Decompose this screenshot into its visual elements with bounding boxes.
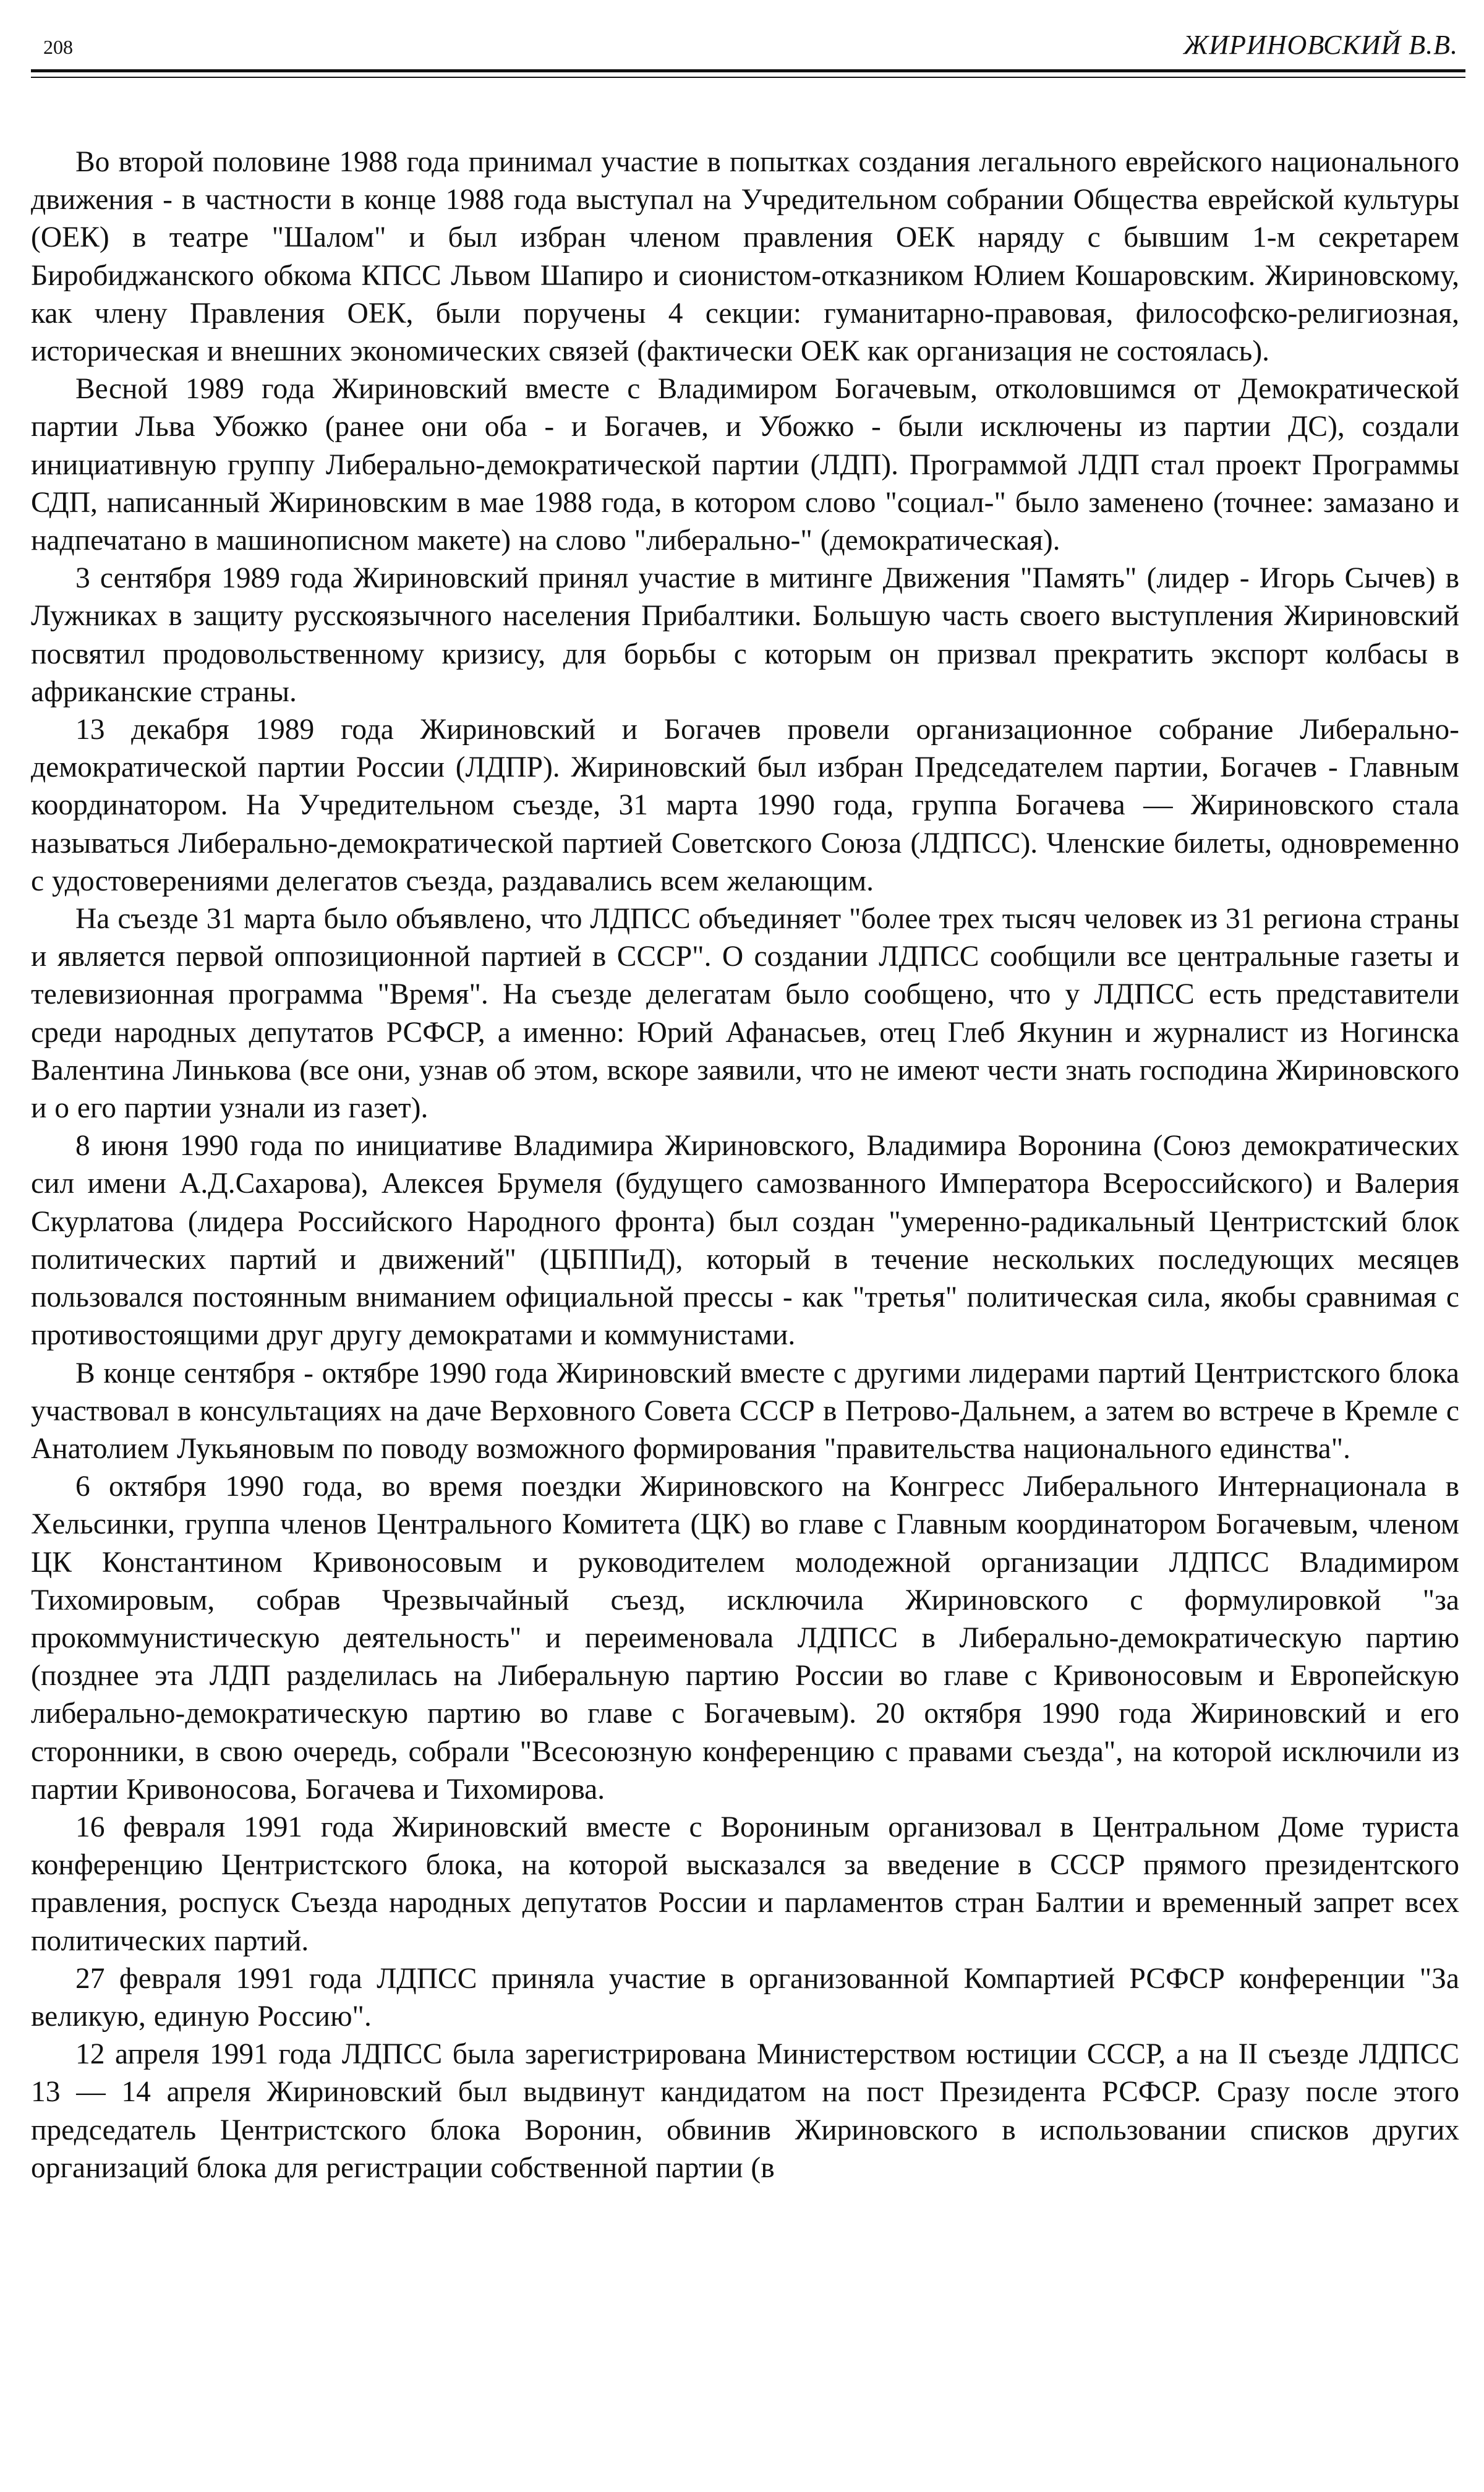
body-text [31, 143, 1459, 2187]
page-number: 208 [43, 36, 73, 58]
paragraph: 6 октября 1990 года, во время поездки Жириновского на Конгресс Либерального Интернационала в Хельсинки, группа членов Центрального Комитета (ЦК) во главе с Главным координатором Богачевым, членом ЦК Константином Кривоносовым и руководителем молодежной организации ЛДПСС Владимиром Тихомировым, собрав Чрезвычайный съезд, исключила Жириновского с формулировкой "за прокоммунистическую деятельность" и переименовала ЛДПСС в Либерально-демократическую партию (позднее эта ЛДП разделилась на Либеральную партию России во главе с Кривоносовым и Европейскую либерально-демократическую партию во главе с Богачевым). 20 октября 1990 года Жириновский и его сторонники, в свою очередь, собрали "Всесоюзную конференцию с правами съезда", на которой исключили из партии Кривоносова, Богачева и Тихомирова. [31, 1470, 1459, 1806]
paragraph: 16 февраля 1991 года Жириновский вместе с Ворониным организовал в Центральном Доме туриста конференцию Центристского блока, на которой высказался за введение в СССР прямого президентского правления, роспуск Съезда народных депутатов России и парламентов стран Балтии и временный запрет всех политических партий. [31, 1811, 1459, 1957]
page-header [31, 27, 1465, 64]
paragraph: Весной 1989 года Жириновский вместе с Владимиром Богачевым, отколовшимся от Демократической партии Льва Убожко (ранее они оба - и Богачев, и Убожко - были исключены из партии ДС), создали инициативную группу Либерально-демократической партии (ЛДП). Программой ЛДП стал проект Программы СДП, написанный Жириновским в мае 1988 года, в котором слово "социал-" было заменено (точнее: замазано и надпечатано в машинописном макете) на слово "либерально-" (демократическая). [31, 373, 1459, 557]
header-rule-thin [31, 77, 1465, 78]
paragraph: 27 февраля 1991 года ЛДПСС приняла участие в организованной Компартией РСФСР конференции "За великую, единую Россию". [31, 1962, 1459, 2033]
running-title: ЖИРИНОВСКИЙ В.В. [1183, 30, 1458, 60]
paragraph: В конце сентября - октябре 1990 года Жириновский вместе с другими лидерами партий Центристского блока участвовал в консультациях на даче Верховного Совета СССР в Петрово-Дальнем, а затем во встрече в Кремле с Анатолием Лукьяновым по поводу возможного формирования "правительства национального единства". [31, 1357, 1459, 1465]
paragraph: На съезде 31 марта было объявлено, что ЛДПСС объединяет "более трех тысяч человек из 31 региона страны и является первой оппозиционной партией в СССР". О создании ЛДПСС сообщили все центральные газеты и телевизионная программа "Время". На съезде делегатам было сообщено, что у ЛДПСС есть представители среди народных депутатов РСФСР, а именно: Юрий Афанасьев, отец Глеб Якунин и журналист из Ногинска Валентина Линькова (все они, узнав об этом, вскоре заявили, что не имеют чести знать господина Жириновского и о его партии узнали из газет). [31, 903, 1459, 1125]
header-rule-thick [31, 69, 1465, 72]
paragraph: 8 июня 1990 года по инициативе Владимира Жириновского, Владимира Воронина (Союз демократических сил имени А.Д.Сахарова), Алексея Брумеля (будущего самозванного Императора Всероссийского) и Валерия Скурлатова (лидера Российского Народного фронта) был создан "умеренно-радикальный Центристский блок политических партий и движений" (ЦБППиД), который в течение нескольких последующих месяцев пользовался постоянным вниманием официальной прессы - как "третья" политическая сила, якобы сравнимая с противостоящими друг другу демократами и коммунистами. [31, 1130, 1459, 1352]
paragraph: Во второй половине 1988 года принимал участие в попытках создания легального еврейского национального движения - в частности в конце 1988 года выступал на Учредительном собрании Общества еврейской культуры (ОЕК) в театре "Шалом" и был избран членом правления ОЕК наряду с бывшим 1-м секретарем Биробиджанского обкома КПСС Львом Шапиро и сионистом-отказником Юлием Кошаровским. Жириновскому, как члену Правления ОЕК, были поручены 4 секции: гуманитарно-правовая, философско-религиозная, историческая и внешних экономических связей (фактически ОЕК как организация не состоялась). [31, 146, 1459, 368]
paragraph: 12 апреля 1991 года ЛДПСС была зарегистрирована Министерством юстиции СССР, а на II съезде ЛДПСС 13 — 14 апреля Жириновский был выдвинут кандидатом на пост Президента РСФСР. Сразу после этого председатель Центристского блока Воронин, обвинив Жириновского в использовании списков других организаций блока для регистрации собственной партии (в [31, 2038, 1459, 2184]
paragraph: 13 декабря 1989 года Жириновский и Богачев провели организационное собрание Либерально-демократической партии России (ЛДПР). Жириновский был избран Председателем партии, Богачев - Главным координатором. На Учредительном съезде, 31 марта 1990 года, группа Богачева — Жириновского стала называться Либерально-демократической партией Советского Союза (ЛДПСС). Членские билеты, одновременно с удостоверениями делегатов съезда, раздавались всем желающим. [31, 714, 1459, 897]
paragraph: 3 сентября 1989 года Жириновский принял участие в митинге Движения "Память" (лидер - Игорь Сычев) в Лужниках в защиту русскоязычного населения Прибалтики. Большую часть своего выступления Жириновский посвятил продовольственному кризису, для борьбы с которым он призвал прекратить экспорт колбасы в африканские страны. [31, 562, 1459, 708]
